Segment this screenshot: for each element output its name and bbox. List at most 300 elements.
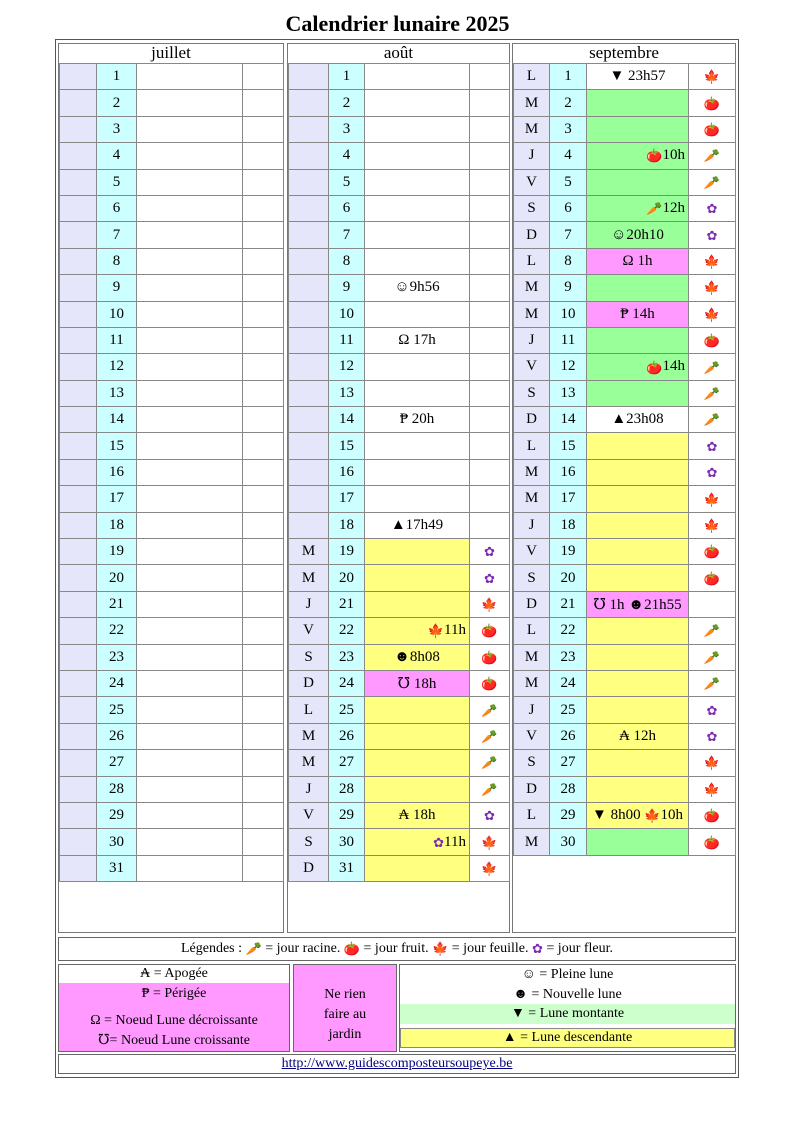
- moon-event-cell: [137, 486, 243, 512]
- weekday-cell: [289, 116, 329, 142]
- day-type-cell: [243, 301, 284, 327]
- moon-event-cell: [137, 354, 243, 380]
- day-number-cell: 6: [550, 195, 587, 221]
- root-icon: 🥕: [703, 412, 721, 428]
- table-row: [289, 591, 510, 617]
- day-type-cell: [689, 644, 736, 670]
- table-row: [289, 512, 510, 538]
- weekday-cell: [60, 591, 97, 617]
- table-row: [60, 90, 284, 116]
- moon-event-cell: [587, 143, 689, 169]
- calendar-table-aout: [288, 63, 510, 882]
- table-row: [289, 802, 510, 828]
- legend-flower: = jour fleur.: [546, 941, 614, 956]
- moon-event-cell: [587, 486, 689, 512]
- day-number-cell: 16: [329, 459, 365, 485]
- day-type-cell: [689, 750, 736, 776]
- day-number-cell: 22: [329, 618, 365, 644]
- legend-leaf: = jour feuille.: [451, 941, 529, 956]
- moon-event-cell: [587, 750, 689, 776]
- weekday-cell: [60, 512, 97, 538]
- day-type-cell: [243, 222, 284, 248]
- table-row: [289, 64, 510, 90]
- day-type-cell: [470, 459, 510, 485]
- moon-event-cell: [365, 116, 470, 142]
- weekday-cell: [289, 459, 329, 485]
- day-number-cell: 26: [97, 723, 137, 749]
- moon-event-text: ℧ 1h ☻21h55: [593, 597, 682, 613]
- table-row: [289, 248, 510, 274]
- day-type-cell: [243, 116, 284, 142]
- table-row: [289, 354, 510, 380]
- day-number-cell: 22: [97, 618, 137, 644]
- table-row: [289, 829, 510, 855]
- day-type-cell: [689, 116, 736, 142]
- day-number-cell: 3: [97, 116, 137, 142]
- root-icon: 🥕: [481, 702, 498, 718]
- calendar-table-juillet: [59, 63, 284, 882]
- weekday-cell: D: [514, 407, 550, 433]
- table-row: [289, 169, 510, 195]
- day-number-cell: 9: [550, 275, 587, 301]
- moon-event-cell: [137, 776, 243, 802]
- table-row: [514, 195, 736, 221]
- fruit-icon: 🍅: [703, 834, 721, 850]
- moon-event-cell: [365, 195, 470, 221]
- day-number-cell: 21: [97, 591, 137, 617]
- table-row: [514, 776, 736, 802]
- day-type-cell: [243, 459, 284, 485]
- weekday-cell: D: [514, 222, 550, 248]
- moon-event-cell: [587, 248, 689, 274]
- day-number-cell: 16: [97, 459, 137, 485]
- moon-event-cell: [365, 459, 470, 485]
- falling-moon-legend: ▲ = Lune descendante: [400, 1028, 735, 1048]
- weekday-cell: L: [514, 64, 550, 90]
- no-garden-line-3: jardin: [328, 1027, 362, 1042]
- day-type-cell: [243, 802, 284, 828]
- day-number-cell: 20: [97, 565, 137, 591]
- leaf-icon: 🍁: [703, 755, 721, 771]
- table-row: [289, 301, 510, 327]
- moon-event-cell: [587, 169, 689, 195]
- calendar-table-septembre: [513, 63, 736, 856]
- day-number-cell: 30: [329, 829, 365, 855]
- moon-event-cell: [137, 222, 243, 248]
- day-type-cell: [243, 486, 284, 512]
- day-type-cell: [470, 116, 510, 142]
- day-type-cell: [470, 670, 510, 696]
- table-row: [514, 169, 736, 195]
- moon-event-cell: [365, 407, 470, 433]
- day-number-cell: 26: [550, 723, 587, 749]
- table-row: [60, 116, 284, 142]
- moon-event-cell: [137, 433, 243, 459]
- day-number-cell: 18: [329, 512, 365, 538]
- table-row: [289, 433, 510, 459]
- table-row: [60, 301, 284, 327]
- moon-event-cell: [587, 301, 689, 327]
- day-type-cell: [689, 195, 736, 221]
- weekday-cell: M: [514, 644, 550, 670]
- day-number-cell: 10: [329, 301, 365, 327]
- flower-icon: ✿: [706, 201, 718, 217]
- leaf-icon: 🍁: [703, 253, 721, 269]
- weekday-cell: L: [514, 618, 550, 644]
- day-type-cell: [470, 169, 510, 195]
- day-type-cell: [689, 776, 736, 802]
- weekday-cell: [289, 407, 329, 433]
- table-row: [289, 644, 510, 670]
- day-number-cell: 9: [329, 275, 365, 301]
- table-row: [514, 697, 736, 723]
- moon-event-text: ₱ 14h: [620, 305, 655, 322]
- day-type-cell: [470, 64, 510, 90]
- day-number-cell: 7: [550, 222, 587, 248]
- day-type-cell: [470, 486, 510, 512]
- root-icon: 🥕: [703, 385, 721, 401]
- table-row: [60, 327, 284, 353]
- day-number-cell: 18: [550, 512, 587, 538]
- table-row: [289, 776, 510, 802]
- moon-event-text: Ω 1h: [622, 252, 653, 269]
- rising-moon-legend: ▼ = Lune montante: [400, 1004, 735, 1024]
- weekday-cell: M: [289, 750, 329, 776]
- table-row: [289, 565, 510, 591]
- moon-event-cell: [137, 407, 243, 433]
- leaf-icon: 🍁: [481, 860, 498, 876]
- day-number-cell: 26: [329, 723, 365, 749]
- weekday-cell: [60, 459, 97, 485]
- icon-legend: [58, 937, 736, 961]
- day-number-cell: 31: [97, 855, 137, 881]
- day-type-cell: [243, 565, 284, 591]
- table-row: [60, 644, 284, 670]
- flower-icon: ✿: [484, 808, 495, 824]
- flower-icon: ✿: [484, 570, 495, 586]
- moon-event-cell: [137, 116, 243, 142]
- day-type-cell: [470, 539, 510, 565]
- moon-event-cell: [365, 90, 470, 116]
- table-row: [514, 433, 736, 459]
- moon-event-text: ₱ 20h: [399, 411, 435, 428]
- day-number-cell: 7: [329, 222, 365, 248]
- day-number-cell: 18: [97, 512, 137, 538]
- weekday-cell: J: [289, 591, 329, 617]
- weekday-cell: J: [514, 143, 550, 169]
- flower-icon: ✿: [532, 941, 543, 957]
- day-number-cell: 1: [97, 64, 137, 90]
- weekday-cell: [60, 750, 97, 776]
- table-row: [60, 697, 284, 723]
- day-number-cell: 14: [550, 407, 587, 433]
- weekday-cell: [60, 169, 97, 195]
- table-row: [514, 248, 736, 274]
- weekday-cell: V: [289, 802, 329, 828]
- moon-event-cell: [365, 327, 470, 353]
- moon-event-cell: [137, 723, 243, 749]
- weekday-cell: [60, 539, 97, 565]
- table-row: [60, 380, 284, 406]
- day-type-cell: [470, 143, 510, 169]
- fruit-icon: 🍅: [481, 649, 498, 665]
- day-type-cell: [243, 776, 284, 802]
- moon-event-cell: [137, 64, 243, 90]
- table-row: [60, 222, 284, 248]
- moon-event-cell: [365, 354, 470, 380]
- day-number-cell: 3: [329, 116, 365, 142]
- weekday-cell: [289, 327, 329, 353]
- moon-event-time: 10h: [660, 807, 684, 824]
- moon-event-cell: [137, 248, 243, 274]
- weekday-cell: S: [289, 829, 329, 855]
- table-row: [60, 512, 284, 538]
- weekday-cell: [60, 90, 97, 116]
- moon-event-cell: [137, 750, 243, 776]
- day-type-cell: [243, 670, 284, 696]
- desc-node-legend: Ω = Noeud Lune décroissante: [90, 1013, 258, 1028]
- day-number-cell: 5: [550, 169, 587, 195]
- moon-event-cell: [137, 195, 243, 221]
- moon-event-cell: [137, 301, 243, 327]
- weekday-cell: [289, 64, 329, 90]
- day-type-cell: [243, 380, 284, 406]
- day-number-cell: 27: [97, 750, 137, 776]
- moon-event-cell: [587, 644, 689, 670]
- table-row: [60, 275, 284, 301]
- moon-event-cell: [137, 829, 243, 855]
- table-row: [289, 539, 510, 565]
- weekday-cell: [289, 301, 329, 327]
- weekday-cell: [60, 327, 97, 353]
- weekday-cell: J: [289, 776, 329, 802]
- weekday-cell: D: [514, 776, 550, 802]
- day-type-cell: [689, 591, 736, 617]
- weekday-cell: L: [514, 802, 550, 828]
- flower-icon: ✿: [706, 465, 718, 481]
- day-number-cell: 5: [97, 169, 137, 195]
- day-number-cell: 10: [97, 301, 137, 327]
- day-type-cell: [689, 301, 736, 327]
- moon-event-cell: [137, 512, 243, 538]
- weekday-cell: [60, 776, 97, 802]
- day-type-cell: [689, 407, 736, 433]
- moon-event-text: ▼ 23h57: [609, 68, 666, 85]
- day-type-cell: [243, 829, 284, 855]
- day-type-cell: [243, 248, 284, 274]
- day-type-cell: [689, 802, 736, 828]
- moon-event-cell: [587, 116, 689, 142]
- moon-event-cell: [137, 697, 243, 723]
- weekday-cell: [289, 512, 329, 538]
- moon-event-cell: [587, 380, 689, 406]
- website-footer: [58, 1054, 736, 1074]
- day-number-cell: 11: [329, 327, 365, 353]
- day-number-cell: 25: [550, 697, 587, 723]
- weekday-cell: [289, 90, 329, 116]
- weekday-cell: [60, 143, 97, 169]
- moon-event-text: ℧ 18h: [397, 676, 437, 693]
- weekday-cell: L: [514, 248, 550, 274]
- table-row: [514, 829, 736, 855]
- month-header-aout: août: [288, 44, 509, 64]
- day-type-cell: [470, 512, 510, 538]
- weekday-cell: [60, 670, 97, 696]
- moon-event-cell: [137, 90, 243, 116]
- weekday-cell: [60, 407, 97, 433]
- moon-event-cell: [587, 539, 689, 565]
- no-garden-line-1: Ne rien: [324, 987, 366, 1002]
- legend-prefix: Légendes :: [180, 941, 243, 956]
- moon-event-cell: [587, 697, 689, 723]
- table-row: [60, 670, 284, 696]
- day-type-cell: [243, 275, 284, 301]
- new-moon-legend: ☻ = Nouvelle lune: [513, 987, 622, 1002]
- table-row: [514, 222, 736, 248]
- table-row: [289, 486, 510, 512]
- day-number-cell: 8: [550, 248, 587, 274]
- table-row: [60, 565, 284, 591]
- leaf-icon: 🍁: [427, 623, 445, 639]
- moon-event-cell: [587, 195, 689, 221]
- table-row: [60, 354, 284, 380]
- day-type-cell: [689, 327, 736, 353]
- leaf-icon: 🍁: [432, 941, 449, 957]
- weekday-cell: L: [514, 433, 550, 459]
- day-type-cell: [689, 169, 736, 195]
- moon-event-cell: [365, 301, 470, 327]
- table-row: [514, 327, 736, 353]
- day-number-cell: 10: [550, 301, 587, 327]
- day-type-cell: [243, 354, 284, 380]
- moon-event-text: ₳ 12h: [618, 727, 657, 744]
- fruit-icon: 🍅: [481, 676, 498, 692]
- table-row: [514, 644, 736, 670]
- day-type-cell: [243, 539, 284, 565]
- moon-event-cell: [137, 539, 243, 565]
- apogee-legend: ₳ = Apogée: [140, 966, 208, 981]
- day-type-cell: [243, 855, 284, 881]
- table-row: [514, 90, 736, 116]
- day-type-cell: [243, 591, 284, 617]
- day-number-cell: 2: [97, 90, 137, 116]
- day-type-cell: [243, 697, 284, 723]
- weekday-cell: D: [514, 591, 550, 617]
- day-type-cell: [689, 459, 736, 485]
- weekday-cell: J: [514, 697, 550, 723]
- day-number-cell: 21: [329, 591, 365, 617]
- weekday-cell: [60, 301, 97, 327]
- table-row: [289, 116, 510, 142]
- day-number-cell: 24: [550, 670, 587, 696]
- table-row: [289, 407, 510, 433]
- weekday-cell: D: [289, 670, 329, 696]
- moon-event-cell: [137, 143, 243, 169]
- moon-event-cell: [137, 380, 243, 406]
- weekday-cell: M: [514, 486, 550, 512]
- moon-event-text: 14h: [662, 358, 685, 375]
- day-number-cell: 4: [550, 143, 587, 169]
- day-type-cell: [689, 143, 736, 169]
- table-row: [514, 618, 736, 644]
- fruit-icon: 🍅: [343, 941, 361, 957]
- legend-fruit: = jour fruit.: [363, 941, 429, 956]
- fruit-icon: 🍅: [703, 544, 721, 560]
- table-row: [289, 195, 510, 221]
- table-row: [514, 802, 736, 828]
- weekday-cell: V: [289, 618, 329, 644]
- weekday-cell: [60, 644, 97, 670]
- day-number-cell: 30: [97, 829, 137, 855]
- root-icon: 🥕: [481, 755, 498, 771]
- table-row: [289, 275, 510, 301]
- weekday-cell: [289, 433, 329, 459]
- leaf-icon: 🍁: [703, 491, 721, 507]
- day-type-cell: [243, 64, 284, 90]
- day-type-cell: [243, 143, 284, 169]
- weekday-cell: [60, 116, 97, 142]
- weekday-cell: [289, 380, 329, 406]
- day-type-cell: [243, 407, 284, 433]
- moon-event-cell: [365, 433, 470, 459]
- moon-event-cell: [365, 512, 470, 538]
- day-number-cell: 11: [97, 327, 137, 353]
- root-icon: 🥕: [646, 201, 663, 217]
- day-number-cell: 24: [329, 670, 365, 696]
- table-row: [60, 433, 284, 459]
- table-row: [514, 486, 736, 512]
- day-type-cell: [689, 380, 736, 406]
- perigee-legend: ₱ = Périgée: [141, 986, 207, 1001]
- weekday-cell: [289, 169, 329, 195]
- weekday-cell: M: [514, 829, 550, 855]
- day-number-cell: 20: [550, 565, 587, 591]
- day-type-cell: [470, 776, 510, 802]
- moon-event-cell: [365, 539, 470, 565]
- day-type-cell: [470, 380, 510, 406]
- website-link[interactable]: http://www.guidescomposteursoupeye.be: [281, 1056, 513, 1071]
- moon-event-text: 10h: [662, 147, 685, 164]
- table-row: [514, 670, 736, 696]
- table-row: [289, 697, 510, 723]
- table-row: [289, 670, 510, 696]
- day-type-cell: [243, 327, 284, 353]
- day-type-cell: [243, 512, 284, 538]
- table-row: [60, 459, 284, 485]
- day-number-cell: 12: [550, 354, 587, 380]
- moon-event-cell: [137, 459, 243, 485]
- moon-event-text: Ω 17h: [398, 332, 436, 349]
- flower-icon: ✿: [706, 729, 718, 745]
- moon-event-text: ☻8h08: [394, 648, 440, 665]
- day-type-cell: [689, 222, 736, 248]
- moon-event-cell: [365, 565, 470, 591]
- table-row: [60, 750, 284, 776]
- weekday-cell: S: [514, 195, 550, 221]
- day-number-cell: 14: [329, 407, 365, 433]
- day-type-cell: [689, 565, 736, 591]
- table-row: [60, 776, 284, 802]
- weekday-cell: S: [514, 565, 550, 591]
- moon-event-cell: [587, 802, 689, 828]
- table-row: [514, 354, 736, 380]
- moon-event-cell: [137, 644, 243, 670]
- table-row: [60, 618, 284, 644]
- day-type-cell: [689, 248, 736, 274]
- day-type-cell: [470, 301, 510, 327]
- weekday-cell: [289, 143, 329, 169]
- moon-event-cell: [365, 486, 470, 512]
